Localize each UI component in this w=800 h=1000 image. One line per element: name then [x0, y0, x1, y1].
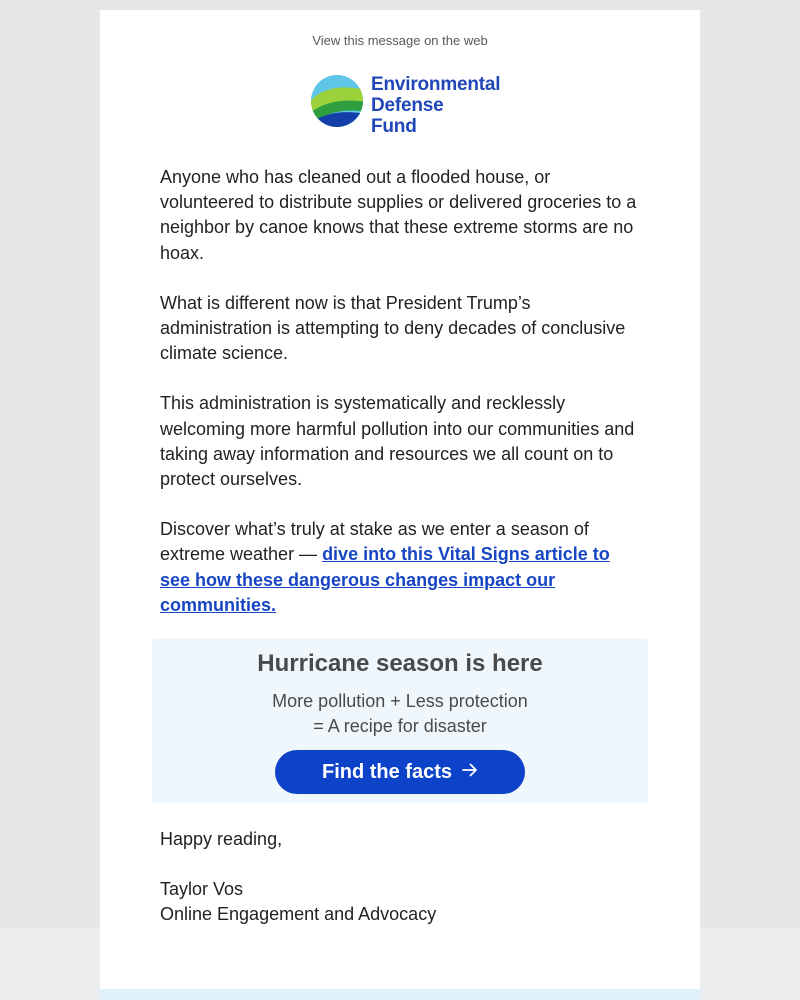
- message-body: [160, 165, 640, 643]
- hurricane-callout: [152, 638, 648, 803]
- body-paragraph-4: [160, 517, 640, 618]
- signoff-role: Online Engagement and Advocacy: [160, 904, 437, 925]
- callout-line-2: = A recipe for disaster: [313, 716, 487, 736]
- edf-logo[interactable]: [310, 74, 500, 138]
- signoff: [160, 827, 640, 928]
- callout-line-1: More pollution + Less protection: [272, 691, 528, 711]
- view-on-web-link[interactable]: View this message on the web: [312, 33, 488, 48]
- logo-line-3: Fund: [371, 116, 417, 137]
- find-the-facts-button[interactable]: [275, 750, 525, 794]
- top-strip: [0, 0, 800, 10]
- email-card: [100, 10, 700, 990]
- logo-wordmark: [371, 74, 500, 137]
- vital-signs-article-link[interactable]: dive into this Vital Signs article to see how these dangerous changes impact our communities.: [160, 544, 610, 615]
- logo-line-2: Defense: [371, 95, 444, 116]
- body-paragraph-1: Anyone who has cleaned out a flooded house, or volunteered to distribute supplies or delivered groceries to a neighbor by canoe knows that these extreme storms are no hoax.: [160, 167, 637, 263]
- logo-line-1: Environmental: [371, 74, 501, 95]
- body-paragraph-2: What is different now is that President Trump’s administration is attempting to deny decades of conclusive climate science.: [160, 292, 626, 364]
- callout-subtitle: [152, 689, 648, 739]
- footer-strip: [100, 989, 700, 1000]
- arrow-right-icon: [462, 749, 478, 793]
- callout-title: Hurricane season is here: [257, 650, 543, 677]
- signoff-name: Taylor Vos: [160, 879, 244, 900]
- cta-label: Find the facts: [321, 761, 452, 783]
- edf-logo-icon: [310, 74, 364, 128]
- body-paragraph-4-lead: Discover what’s truly at stake as we enter a season of extreme weather —: [160, 519, 589, 565]
- signoff-closing: Happy reading,: [160, 829, 283, 849]
- body-paragraph-3: This administration is systematically and recklessly welcoming more harmful pollution into our communities and taking away information and resources we all count on to protect ourselves.: [160, 393, 635, 490]
